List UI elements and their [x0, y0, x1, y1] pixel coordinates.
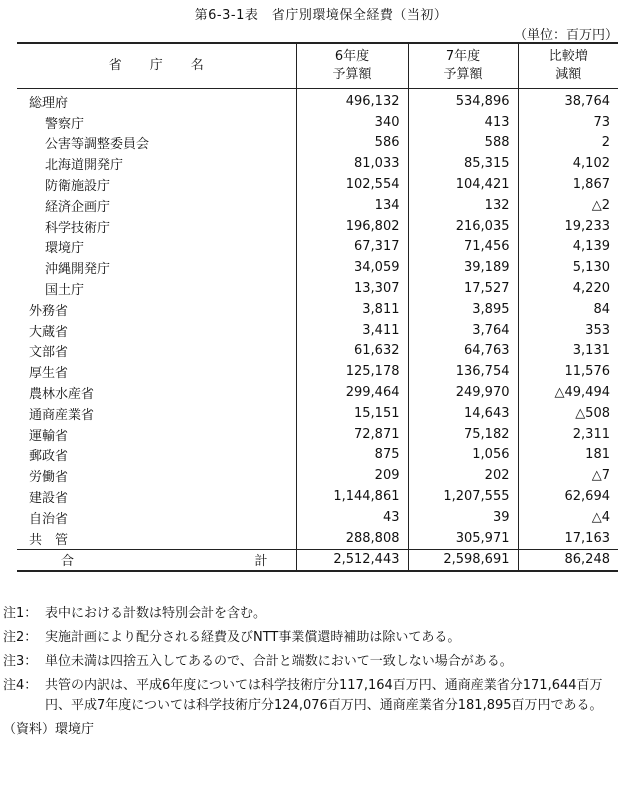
note-4 — [3, 676, 623, 716]
header-fy6 — [296, 43, 408, 89]
fy6-amount: 288,808 — [296, 528, 408, 549]
note-tag: 注2： — [3, 630, 38, 645]
table-row — [17, 112, 618, 133]
header-fy7 — [408, 43, 518, 89]
table-row — [17, 403, 618, 424]
header-diff-line1: 比較増 — [548, 49, 588, 64]
table-row — [17, 133, 618, 154]
fy6-amount: 13,307 — [296, 278, 408, 299]
fy6-amount: 81,033 — [296, 153, 408, 174]
note-text: 共管の内訳は、平成6年度については科学技術庁分117,164百万円、通商産業省分171,644百万円、平成7年度については科学技術庁分124,076百万円、通商産業省分181,895百万円である。 — [45, 678, 603, 713]
fy7-amount: 64,763 — [408, 341, 518, 362]
fy6-amount: 1,144,861 — [296, 486, 408, 507]
fy7-amount: 534,896 — [408, 89, 518, 112]
fy7-amount: 75,182 — [408, 424, 518, 445]
fy7-amount: 249,970 — [408, 382, 518, 403]
fy7-amount: 413 — [408, 112, 518, 133]
note-tag: 注3： — [3, 654, 38, 669]
source-note: （資料）環境庁 — [3, 722, 95, 737]
fy7-amount: 3,764 — [408, 320, 518, 341]
fy7-amount: 132 — [408, 195, 518, 216]
note-3 — [3, 652, 623, 672]
fy6-amount: 209 — [296, 465, 408, 486]
ministry-name: 厚生省 — [29, 366, 69, 382]
diff-amount: 73 — [518, 112, 618, 133]
budget-table — [17, 42, 618, 572]
header-fy7-line1: 7年度 — [445, 49, 481, 64]
ministry-name: 経済企画庁 — [45, 199, 111, 215]
ministry-name: 国土庁 — [45, 283, 85, 299]
table-row — [17, 361, 618, 382]
total-label — [17, 549, 296, 571]
header-diff-line2: 減額 — [555, 67, 582, 82]
ministry-name: 環境庁 — [45, 241, 85, 257]
ministry-name: 防衛施設庁 — [45, 179, 111, 195]
fy7-amount: 1,056 — [408, 445, 518, 466]
table-row — [17, 174, 618, 195]
diff-amount: 4,139 — [518, 237, 618, 258]
notes — [3, 604, 623, 740]
header-fy6-line1: 6年度 — [334, 49, 370, 64]
header-fy6-line2: 予算額 — [332, 67, 372, 82]
diff-amount: 17,163 — [518, 528, 618, 549]
fy6-amount: 43 — [296, 507, 408, 528]
diff-amount: 1,867 — [518, 174, 618, 195]
note-1 — [3, 604, 623, 624]
diff-amount: △2 — [518, 195, 618, 216]
fy7-amount: 588 — [408, 133, 518, 154]
ministry-name: 警察庁 — [45, 116, 85, 132]
fy6-amount: 134 — [296, 195, 408, 216]
header-diff — [518, 43, 618, 89]
ministry-name: 郵政省 — [29, 449, 69, 465]
diff-amount: 2 — [518, 133, 618, 154]
fy7-amount: 39,189 — [408, 257, 518, 278]
table-row — [17, 257, 618, 278]
fy7-amount: 85,315 — [408, 153, 518, 174]
table-row — [17, 382, 618, 403]
diff-amount: 181 — [518, 445, 618, 466]
diff-amount: △4 — [518, 507, 618, 528]
note-text: 単位未満は四捨五入してあるので、合計と端数において一致しない場合がある。 — [45, 654, 513, 669]
total-diff: 86,248 — [518, 549, 618, 571]
diff-amount: 4,102 — [518, 153, 618, 174]
fy7-amount: 3,895 — [408, 299, 518, 320]
diff-amount: 353 — [518, 320, 618, 341]
header-ministry: 省庁名 — [17, 43, 296, 89]
fy6-amount: 496,132 — [296, 89, 408, 112]
table-row — [17, 278, 618, 299]
ministry-name: 農林水産省 — [29, 387, 95, 403]
note-tag: 注4： — [3, 678, 38, 693]
header-row — [17, 43, 618, 89]
note-text: 実施計画により配分される経費及びNTT事業償還時補助は除いてある。 — [45, 630, 461, 645]
total-fy7: 2,598,691 — [408, 549, 518, 571]
ministry-name: 労働省 — [29, 470, 69, 486]
total-fy6: 2,512,443 — [296, 549, 408, 571]
ministry-name: 総理府 — [29, 95, 69, 111]
fy7-amount: 17,527 — [408, 278, 518, 299]
diff-amount: △508 — [518, 403, 618, 424]
unit-label: （単位：百万円） — [513, 28, 618, 43]
fy6-amount: 299,464 — [296, 382, 408, 403]
table-row — [17, 465, 618, 486]
note-2 — [3, 628, 623, 648]
fy7-amount: 71,456 — [408, 237, 518, 258]
fy6-amount: 3,811 — [296, 299, 408, 320]
table-row — [17, 424, 618, 445]
table-row — [17, 216, 618, 237]
ministry-name: 北海道開発庁 — [45, 158, 124, 174]
fy7-amount: 305,971 — [408, 528, 518, 549]
diff-amount: 19,233 — [518, 216, 618, 237]
ministry-name: 通商産業省 — [29, 407, 95, 423]
table-row — [17, 299, 618, 320]
fy7-amount: 104,421 — [408, 174, 518, 195]
table-row — [17, 528, 618, 549]
table-row — [17, 445, 618, 466]
note-tag: 注1： — [3, 606, 38, 621]
ministry-name: 自治省 — [29, 511, 69, 527]
ministry-name: 科学技術庁 — [45, 220, 111, 236]
ministry-name: 文部省 — [29, 345, 69, 361]
header-fy7-line2: 予算額 — [443, 67, 483, 82]
fy7-amount: 39 — [408, 507, 518, 528]
fy6-amount: 340 — [296, 112, 408, 133]
diff-amount: 3,131 — [518, 341, 618, 362]
total-label-a: 合 — [61, 554, 75, 570]
fy6-amount: 196,802 — [296, 216, 408, 237]
diff-amount: 11,576 — [518, 361, 618, 382]
table-row — [17, 195, 618, 216]
fy6-amount: 3,411 — [296, 320, 408, 341]
fy7-amount: 14,643 — [408, 403, 518, 424]
diff-amount: △49,494 — [518, 382, 618, 403]
ministry-name: 沖縄開発庁 — [45, 262, 111, 278]
ministry-name: 外務省 — [29, 303, 69, 319]
table-row — [17, 237, 618, 258]
fy6-amount: 34,059 — [296, 257, 408, 278]
fy6-amount: 15,151 — [296, 403, 408, 424]
diff-amount: △7 — [518, 465, 618, 486]
diff-amount: 2,311 — [518, 424, 618, 445]
fy7-amount: 216,035 — [408, 216, 518, 237]
fy6-amount: 125,178 — [296, 361, 408, 382]
fy6-amount: 72,871 — [296, 424, 408, 445]
fy7-amount: 136,754 — [408, 361, 518, 382]
diff-amount: 62,694 — [518, 486, 618, 507]
table-row — [17, 320, 618, 341]
note-text: 表中における計数は特別会計を含む。 — [45, 606, 267, 621]
ministry-name: 共 管 — [29, 532, 69, 548]
table-row — [17, 153, 618, 174]
ministry-name: 建設省 — [29, 491, 69, 507]
table-row — [17, 341, 618, 362]
diff-amount: 84 — [518, 299, 618, 320]
total-label-b: 計 — [254, 554, 268, 570]
fy7-amount: 202 — [408, 465, 518, 486]
fy7-amount: 1,207,555 — [408, 486, 518, 507]
diff-amount: 5,130 — [518, 257, 618, 278]
table-title: 第6-3-1表 省庁別環境保全経費（当初） — [194, 8, 448, 23]
table-row — [17, 486, 618, 507]
ministry-name: 大蔵省 — [29, 324, 69, 340]
total-row — [17, 549, 618, 571]
fy6-amount: 875 — [296, 445, 408, 466]
fy6-amount: 67,317 — [296, 237, 408, 258]
table-row — [17, 507, 618, 528]
diff-amount: 4,220 — [518, 278, 618, 299]
fy6-amount: 102,554 — [296, 174, 408, 195]
fy6-amount: 586 — [296, 133, 408, 154]
diff-amount: 38,764 — [518, 89, 618, 112]
ministry-name: 公害等調整委員会 — [45, 137, 150, 153]
table-row — [17, 89, 618, 112]
fy6-amount: 61,632 — [296, 341, 408, 362]
ministry-name: 運輸省 — [29, 428, 69, 444]
